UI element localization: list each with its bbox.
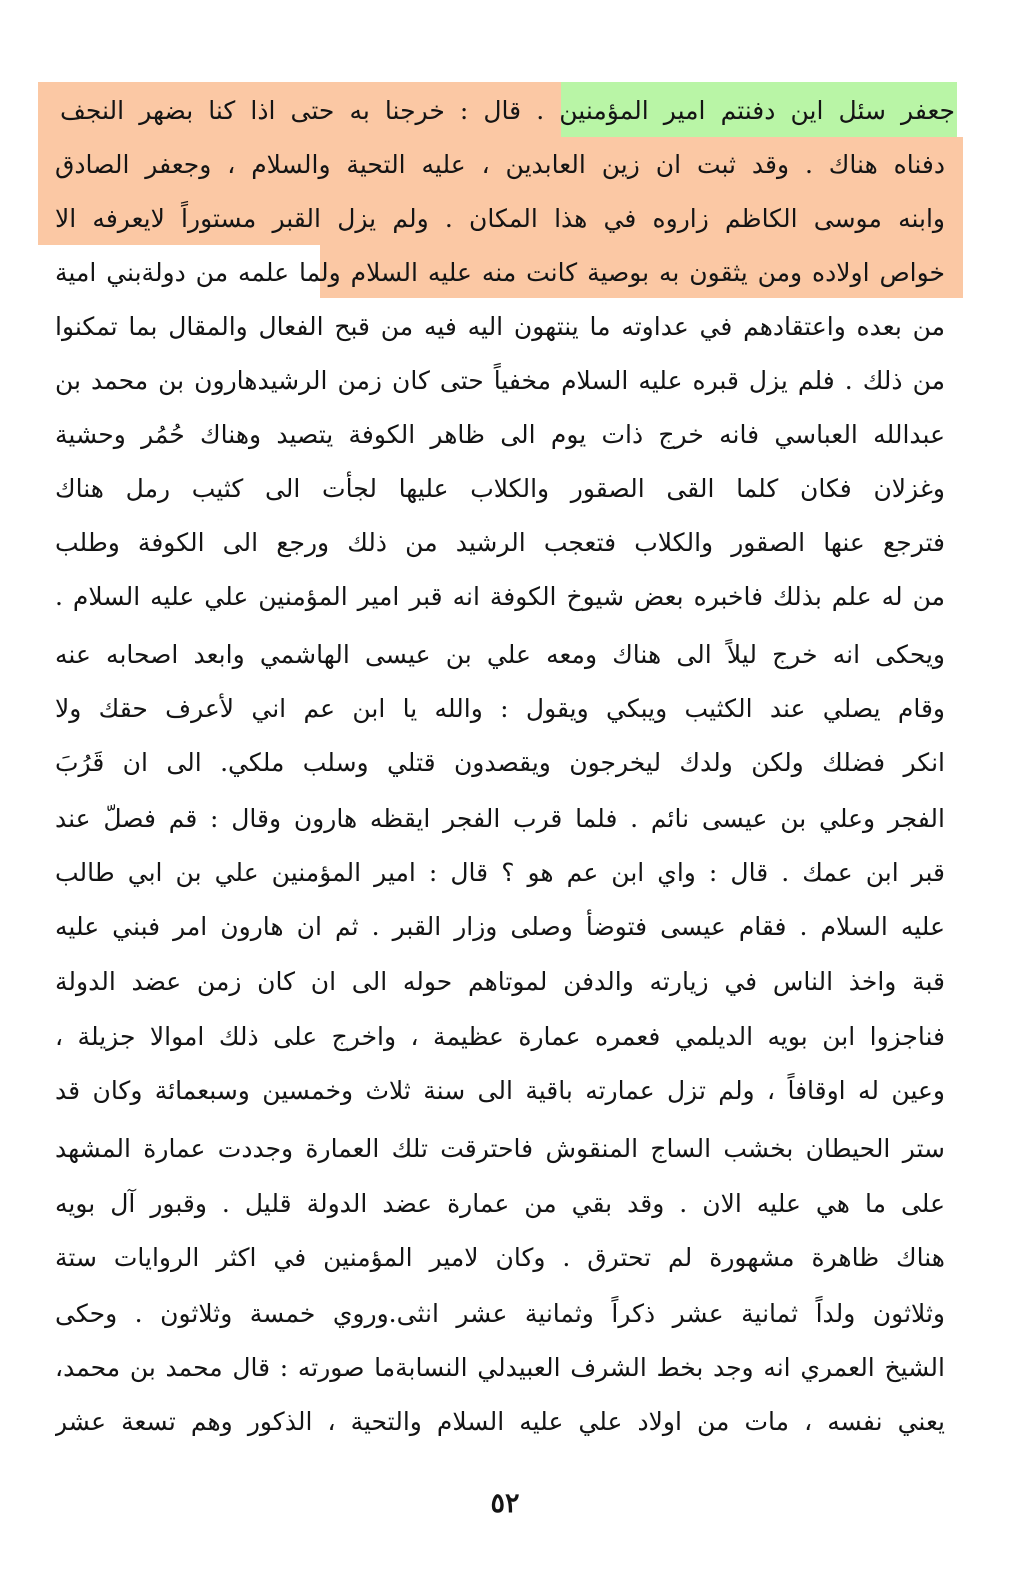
text-line-19 <box>55 1064 945 1118</box>
text-line-8 <box>55 462 945 516</box>
text-line-20-content: ستر الحيطان بخشب الساج المنقوش فاحترقت تلك العمارة وجددت عمارة المشهد <box>55 1134 945 1163</box>
text-line-23 <box>55 1287 945 1341</box>
text-line-3 <box>55 192 945 246</box>
text-line-4-rest: ولما علمه من دولةبني امية <box>55 258 341 287</box>
text-line-25-content: يعني نفسه ، مات من اولاد علي عليه السلام والتحية ، الذكور وهم تسعة عشر <box>55 1407 945 1436</box>
text-line-21-content: على ما هي عليه الان . وقد بقي من عمارة عضد الدولة قليل . وقبور آل بويه <box>55 1189 945 1218</box>
text-line-18 <box>55 1010 945 1064</box>
text-line-15-content: قبر ابن عمك . قال : واي ابن عم هو ؟ قال : امير المؤمنين علي بن ابي طالب <box>55 858 945 887</box>
text-line-9-content: فترجع عنها الصقور والكلاب فتعجب الرشيد من ذلك ورجع الى الكوفة وطلب <box>55 528 945 557</box>
text-line-24 <box>55 1341 945 1395</box>
text-line-6 <box>55 354 945 408</box>
text-line-8-content: وغزلان فكان كلما القى الصقور والكلاب عليها لجأت الى كثيب رمل هناك <box>55 474 945 503</box>
text-line-12 <box>55 682 945 736</box>
text-line-16 <box>55 900 945 954</box>
orange-highlighted-text: قال : خرجنا به حتى اذا كنا بضهر النجف <box>60 96 522 125</box>
text-line-22-content: هناك ظاهرة مشهورة لم تحترق . وكان لامير المؤمنين في اكثر الروايات ستة <box>55 1243 945 1272</box>
text-line-1 <box>60 84 955 138</box>
text-line-21 <box>55 1177 945 1231</box>
text-line-23-content: وثلاثون ولداً ثمانية عشر ذكراً وثمانية عشر انثى.وروي خمسة وثلاثون . وحكى <box>55 1299 945 1328</box>
text-line-15 <box>55 846 945 900</box>
text-line-11 <box>55 628 945 682</box>
text-line-6-content: من ذلك . فلم يزل قبره عليه السلام مخفياً حتى كان زمن الرشيدهارون بن محمد بن <box>55 366 945 395</box>
text-line-9 <box>55 516 945 570</box>
page-number: ٥٢ <box>490 1488 520 1519</box>
text-line-17 <box>55 955 945 1009</box>
text-line-18-content: فناجزوا ابن بويه الديلمي فعمره عمارة عظيمة ، واخرج على ذلك اموالا جزيلة ، <box>55 1022 945 1051</box>
orange-highlighted-text: خواص اولاده ومن يثقون به بوصية كانت منه عليه السلام <box>350 258 945 287</box>
text-line-14-content: الفجر وعلي بن عيسى نائم . فلما قرب الفجر ايقظه هارون وقال : قم فصلّ عند <box>55 804 945 833</box>
text-line-12-content: وقام يصلي عند الكثيب ويبكي ويقول : والله يا ابن عم اني لأعرف حقك ولا <box>55 694 945 723</box>
text-line-4 <box>55 246 945 300</box>
text-line-7-content: عبدالله العباسي فانه خرج ذات يوم الى ظاهر الكوفة يتصيد وهناك حُمُر وحشية <box>55 420 945 449</box>
text-line-5 <box>55 300 945 354</box>
text-line-11-content: ويحكى انه خرج ليلاً الى هناك ومعه علي بن عيسى الهاشمي وابعد اصحابه عنه <box>55 640 945 669</box>
text-line-2 <box>55 138 945 192</box>
text-line-2-content: دفناه هناك . وقد ثبت ان زين العابدين ، عليه التحية والسلام ، وجعفر الصادق <box>55 150 945 179</box>
text-line-14 <box>55 792 945 846</box>
text-line-22 <box>55 1231 945 1285</box>
text-line-16-content: عليه السلام . فقام عيسى فتوضأ وصلى وزار القبر . ثم ان هارون امر فبني عليه <box>55 912 945 941</box>
text-line-5-content: من بعده واعتقادهم في عداوته ما ينتهون اليه فيه من قبح الفعال والمقال بما تمكنوا <box>55 312 945 341</box>
text-line-24-content: الشيخ العمري انه وجد بخط الشرف العبيدلي النسابةما صورته : قال محمد بن محمد، <box>55 1353 945 1382</box>
text-line-10 <box>55 570 945 624</box>
text-line-10-content: من له علم بذلك فاخبره بعض شيوخ الكوفة انه قبر امير المؤمنين علي عليه السلام . <box>55 582 945 611</box>
text-line-25 <box>55 1395 945 1449</box>
text-line-20 <box>55 1122 945 1176</box>
text-line-17-content: قبة واخذ الناس في زيارته والدفن لموتاهم حوله الى ان كان زمن عضد الدولة <box>55 967 945 996</box>
text-line-3-content: وابنه موسى الكاظم زاروه في هذا المكان . ولم يزل القبر مستوراً لايعرفه الا <box>55 204 945 233</box>
text-line-7 <box>55 408 945 462</box>
text-line-13-content: انكر فضلك ولكن ولدك ليخرجون ويقصدون قتلي وسلب ملكي. الى ان قَرُبَ <box>55 748 945 777</box>
green-highlighted-text: جعفر سئل اين دفنتم امير المؤمنين . <box>536 96 955 125</box>
text-line-19-content: وعين له اوقافاً ، ولم تزل عمارته باقية الى سنة ثلاث وخمسين وسبعمائة وكان قد <box>55 1076 945 1105</box>
text-line-13 <box>55 736 945 790</box>
